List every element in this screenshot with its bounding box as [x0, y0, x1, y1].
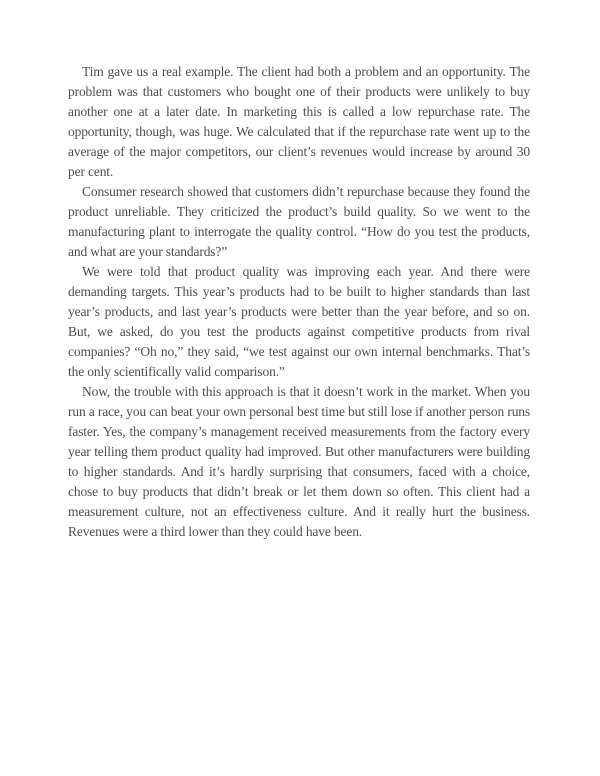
body-text — [68, 62, 530, 542]
paragraph-4: Now, the trouble with this approach is that it doesn’t work in the market. When you run a race, you can beat your own personal best time but still lose if another person runs faster. Yes, the company’s management received measurements from the factory every year telling them product quality had improved. But other manufacturers were building to higher standards. And it’s hardly surprising that consumers, faced with a choice, chose to buy products that didn’t break or let them down so often. This client had a measurement culture, not an effectiveness culture. And it really hurt the business. Revenues were a third lower than they could have been. — [68, 384, 530, 539]
paragraph-1: Tim gave us a real example. The client had both a problem and an opportunity. The problem was that customers who bought one of their products were unlikely to buy another one at a later date. In marketing this is called a low repurchase rate. The opportunity, though, was huge. We calculated that if the repurchase rate went up to the average of the major competitors, our client’s revenues would increase by around 30 per cent. — [68, 64, 530, 179]
paragraph-2: Consumer research showed that customers didn’t repurchase because they found the product unreliable. They criticized the product’s build quality. So we went to the manufacturing plant to interrogate the quality control. “How do you test the products, and what are your standards?” — [68, 184, 530, 259]
paragraph-3: We were told that product quality was improving each year. And there were demanding targets. This year’s products had to be built to higher standards than last year’s products, and last year’s products were better than the year before, and so on. But, we asked, do you test the products against competitive products from rival companies? “Oh no,” they said, “we test against our own internal benchmarks. That’s the only scientifically valid comparison.” — [68, 264, 530, 379]
